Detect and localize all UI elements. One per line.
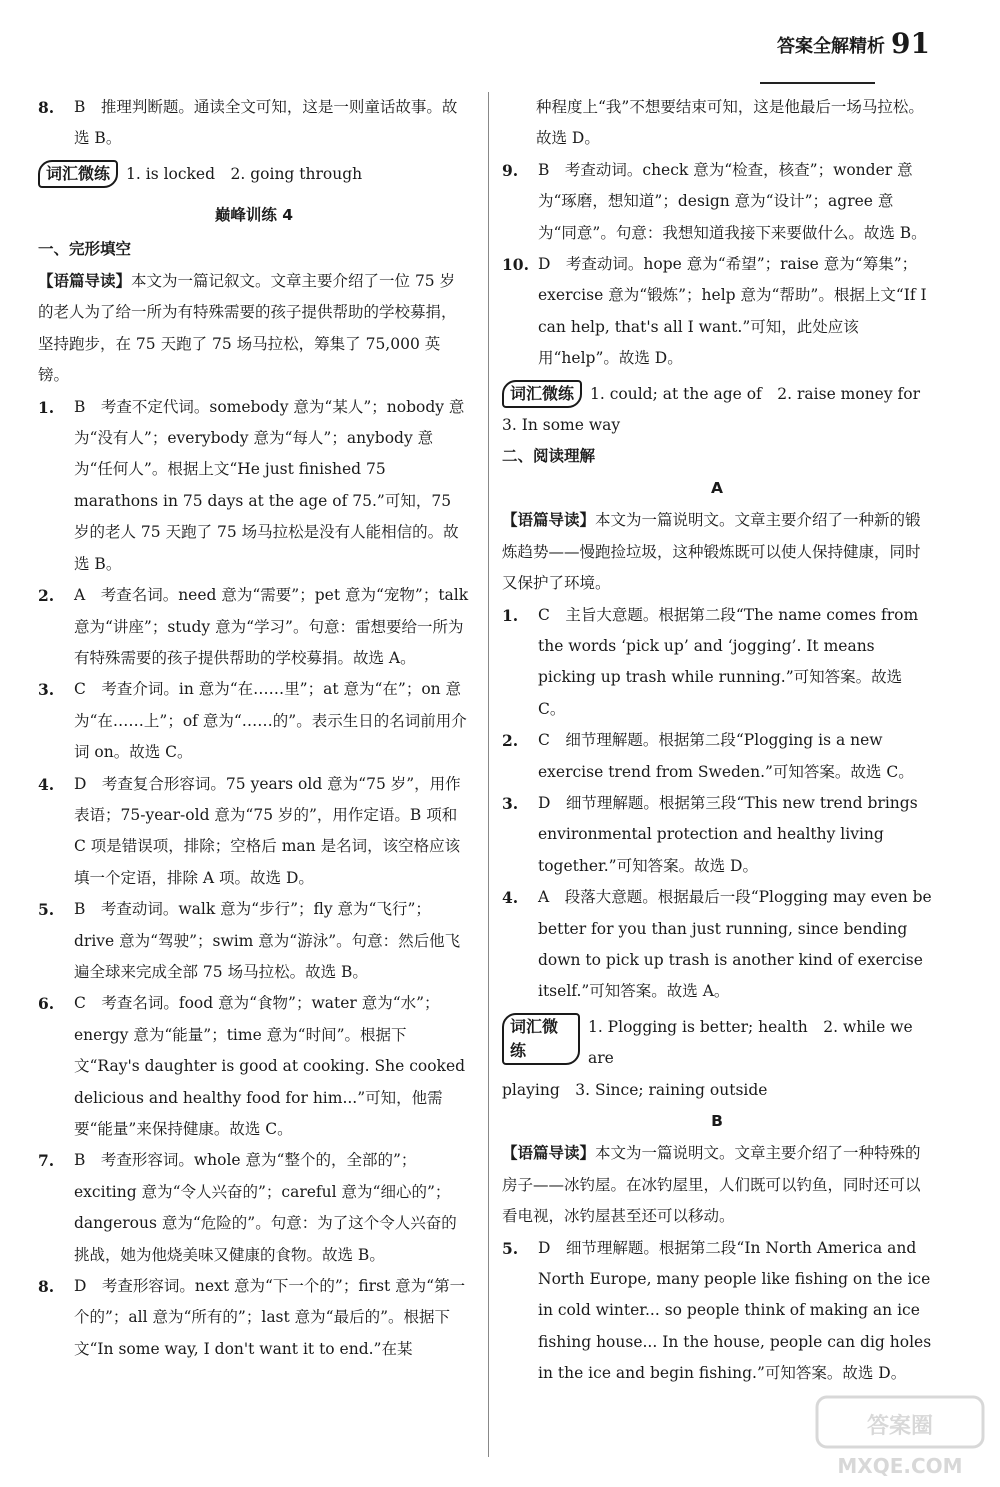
passage-guide: [38, 265, 470, 392]
question-text: D 考查形容词。next 意为“下一个的”；first 意为“第一个的”；all 意为“所有的”；last 意为“最后的”。根据下文“In some way, I don't want it to end.”在某: [74, 1277, 466, 1358]
question-number: 6.: [38, 994, 55, 1014]
vocab-practice: [502, 1012, 932, 1075]
vocab-badge: 词汇微练: [502, 1013, 580, 1065]
continued-text: 种程度上“我”不想要结束可知，这是他最后一场马拉松。故选 D。: [536, 98, 924, 148]
question-text: C 考查名词。food 意为“食物”；water 意为“水”；energy 意为“能量”；time 意为“时间”。根据下文“Ray's daughter is good at cooking. She cooked delicious and healthy food for him...”可知，他需要“能量”来保持健康。故选 C。: [74, 994, 466, 1138]
question-number: 5.: [38, 900, 55, 920]
question-item: [502, 788, 932, 882]
question-item: [38, 1271, 470, 1365]
vocab-answers-cont: playing 3. Since; raining outside: [502, 1080, 768, 1099]
guide-text: 本文为一篇记叙文。文章主要介绍了一位 75 岁的老人为了给一所为有特殊需要的孩子提供帮助的学校募捐，坚持跑步，在 75 天跑了 75 场马拉松，筹集了 75,000 英镑。: [38, 272, 457, 385]
column-divider: [488, 92, 489, 1457]
passage-guide: [502, 504, 932, 599]
question-text: B 考查动词。walk 意为“步行”；fly 意为“飞行”；drive 意为“驾驶”；swim 意为“游泳”。句意：然后他飞遍全球来完成全部 75 场马拉松。故选 B。: [74, 900, 461, 981]
guide-tag: 【语篇导读】: [38, 271, 132, 291]
question-number: 5.: [502, 1238, 519, 1258]
guide-tag: 【语篇导读】: [502, 1143, 596, 1163]
question-item: [502, 725, 932, 788]
left-column: [38, 92, 470, 1365]
section-title: 巅峰训练 4: [214, 206, 294, 225]
question-text: C 考查介词。in 意为“在……里”；at 意为“在”；on 意为“在……上”；of 意为“……的”。表示生日的名词前用介词 on。故选 C。: [74, 680, 467, 762]
question-number: 8.: [38, 1277, 55, 1297]
vocab-practice: [502, 379, 932, 410]
guide-tag: 【语篇导读】: [502, 510, 596, 530]
question-text: D 考查复合形容词。75 years old 意为“75 岁”，用作表语；75-year-old 意为“75 岁的”，用作定语。B 项和 C 项是错误项，排除；空格后 man 是名词，该空格应该填一个定语，排除 A 项。故选 D。: [74, 774, 461, 887]
question-text: B 考查动词。check 意为“检查，核查”；wonder 意为“琢磨，想知道”；design 意为“设计”；agree 意为“同意”。句意：我想知道我接下来要做什么。故选 B。: [538, 160, 927, 242]
answer-list: [502, 600, 932, 1008]
question-item: [38, 988, 470, 1145]
question-number: 3.: [38, 680, 55, 700]
vocab-answers: 1. Plogging is better; health 2. while we are: [587, 1017, 913, 1068]
guide-text: 本文为一篇说明文。文章主要介绍了一种新的锻炼趋势——慢跑捡垃圾，这种锻炼既可以使人保持健康，同时又保护了环境。: [502, 511, 921, 593]
question-item: [502, 1233, 932, 1390]
vocab-practice: [38, 159, 470, 190]
question-number: 3.: [502, 793, 519, 813]
question-number: 2.: [38, 586, 55, 606]
passage-label: A: [711, 478, 723, 497]
question-text: B 考查形容词。whole 意为“整个的，全部的”；exciting 意为“令人兴奋的”；careful 意为“细心的”；dangerous 意为“危险的”。句意：为了这个令人兴奋的挑战，她为他烧美味又健康的食物。故选 B。: [74, 1151, 457, 1264]
header-title: 答案全解精析: [777, 36, 886, 57]
question-item: [502, 155, 932, 249]
watermark-text: 答案圈: [866, 1414, 934, 1439]
question-text: D 细节理解题。根据第三段“This new trend brings environmental protection and healthy living together.”可知答案。故选 D。: [538, 793, 918, 875]
question-number: 7.: [38, 1151, 55, 1171]
answer-list: [502, 1233, 932, 1390]
question-text: C 细节理解题。根据第二段“Plogging is a new exercise trend from Sweden.”可知答案。故选 C。: [538, 731, 914, 781]
watermark-logo: [815, 1395, 985, 1480]
guide-text: 本文为一篇说明文。文章主要介绍了一种特殊的房子——冰钓屋。在冰钓屋里，人们既可以钓鱼，同时还可以看电视，冰钓屋甚至还可以移动。: [502, 1144, 921, 1226]
question-item: [38, 894, 470, 988]
part-heading: 一、完形填空: [38, 239, 132, 258]
vocab-answers: 1. is locked 2. going through: [126, 164, 363, 183]
question-text: A 段落大意题。根据最后一段“Plogging may even be better for you than just running, since bending down to pick up trash is another kind of exercise itself.”可知答案。故选 A。: [538, 888, 932, 1001]
question-text: D 考查动词。hope 意为“希望”；raise 意为“筹集”；exercise 意为“锻炼”；help 意为“帮助”。根据上文“If I can help, that's all I want.”可知，此处应该用“help”。故选 D。: [538, 255, 927, 368]
answer-list: [502, 155, 932, 375]
page-number: 91: [891, 27, 930, 60]
question-text: B 推理判断题。通读全文可知，这是一则童话故事。故选 B。: [74, 98, 458, 148]
vocab-badge: 词汇微练: [502, 380, 582, 408]
question-text: A 考查名词。need 意为“需要”；pet 意为“宠物”；talk 意为“讲座”；study 意为“学习”。句意：雷想要给一所为有特殊需要的孩子提供帮助的学校募捐。故选 A。: [74, 586, 469, 667]
question-number: 4.: [502, 888, 519, 908]
question-item: [38, 392, 470, 580]
vocab-answers: 1. could; at the age of 2. raise money for: [590, 384, 921, 403]
question-item: [38, 580, 470, 674]
question-item: [502, 249, 932, 375]
question-item: [502, 600, 932, 726]
answer-list: [38, 392, 470, 1366]
question-text: C 主旨大意题。根据第二段“The name comes from the words ‘pick up’ and ‘jogging’. It means picking up trash while running.”可知答案。故选 C。: [538, 605, 919, 718]
question-item: [38, 92, 470, 155]
watermark-url: MXQE.COM: [837, 1454, 963, 1478]
question-number: 9.: [502, 160, 519, 180]
question-number: 4.: [38, 774, 55, 794]
question-number: 8.: [38, 98, 55, 117]
question-number: 10.: [502, 255, 529, 275]
passage-label: B: [711, 1112, 723, 1130]
question-number: 2.: [502, 731, 519, 751]
question-item: [38, 769, 470, 895]
vocab-answers-cont: 3. In some way: [502, 416, 621, 435]
page-header: [777, 27, 930, 60]
question-text: B 考查不定代词。somebody 意为“某人”；nobody 意为“没有人”；everybody 意为“每人”；anybody 意为“任何人”。根据上文“He just finished 75 marathons in 75 days at the age of 75.”可知，75 岁的老人 75 天跑了 75 场马拉松是没有人能相信的。故选 B。: [74, 397, 465, 573]
passage-guide: [502, 1137, 932, 1232]
right-column: [502, 92, 932, 1390]
part-heading: 二、阅读理解: [502, 447, 596, 466]
vocab-badge: 词汇微练: [38, 160, 118, 188]
question-item: [502, 882, 932, 1008]
question-item: [38, 1145, 470, 1271]
question-text: D 细节理解题。根据第二段“In North America and North Europe, many people like fishing on the ice in cold winter... so people think of making an ice fishing house... In the house, people can dig holes in the ice and begin fishing.”可知答案。故选 D。: [538, 1238, 932, 1383]
question-item: [38, 674, 470, 768]
header-rule: [760, 82, 875, 84]
question-number: 1.: [502, 605, 519, 625]
question-number: 1.: [38, 397, 55, 417]
